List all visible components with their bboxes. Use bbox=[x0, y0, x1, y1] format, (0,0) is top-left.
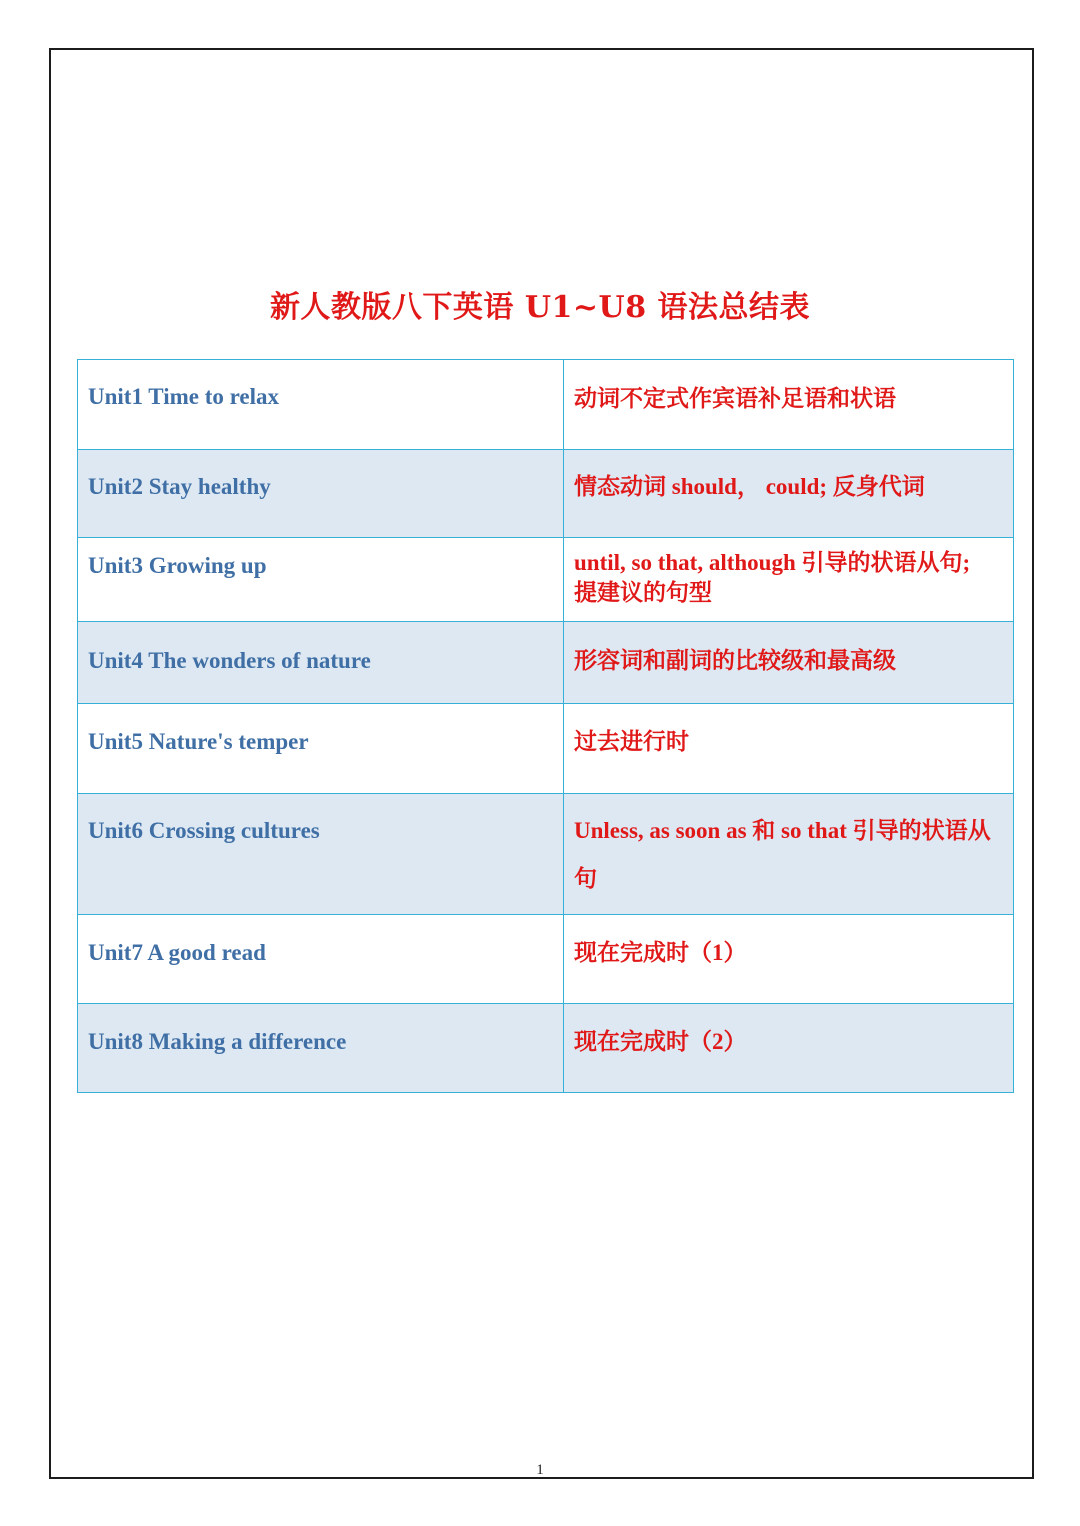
grammar-cell: 现在完成时（2） bbox=[564, 1004, 1014, 1093]
unit-cell: Unit6 Crossing cultures bbox=[78, 794, 564, 915]
table-row bbox=[78, 1004, 1014, 1093]
table-row bbox=[78, 915, 1014, 1004]
grammar-cell: 动词不定式作宾语补足语和状语 bbox=[564, 360, 1014, 450]
grammar-cell: 形容词和副词的比较级和最高级 bbox=[564, 622, 1014, 704]
unit-cell: Unit1 Time to relax bbox=[78, 360, 564, 450]
grammar-cell: Unless, as soon as 和 so that 引导的状语从句 bbox=[564, 794, 1014, 915]
unit-cell: Unit4 The wonders of nature bbox=[78, 622, 564, 704]
unit-cell: Unit5 Nature's temper bbox=[78, 704, 564, 794]
grammar-cell: 过去进行时 bbox=[564, 704, 1014, 794]
unit-cell: Unit7 A good read bbox=[78, 915, 564, 1004]
table-row bbox=[78, 450, 1014, 538]
table-row bbox=[78, 622, 1014, 704]
unit-cell: Unit2 Stay healthy bbox=[78, 450, 564, 538]
table-row bbox=[78, 794, 1014, 915]
grammar-summary-table bbox=[77, 359, 1014, 1093]
document-title: 新人教版八下英语 U1~U8 语法总结表 bbox=[269, 290, 811, 325]
grammar-cell: until, so that, although 引导的状语从句;提建议的句型 bbox=[564, 538, 1014, 622]
table-row bbox=[78, 704, 1014, 794]
grammar-cell: 现在完成时（1） bbox=[564, 915, 1014, 1004]
table-row bbox=[78, 538, 1014, 622]
page-number: 1 bbox=[536, 1462, 544, 1478]
table-row bbox=[78, 360, 1014, 450]
unit-cell: Unit3 Growing up bbox=[78, 538, 564, 622]
unit-cell: Unit8 Making a difference bbox=[78, 1004, 564, 1093]
grammar-cell: 情态动词 should， could; 反身代词 bbox=[564, 450, 1014, 538]
